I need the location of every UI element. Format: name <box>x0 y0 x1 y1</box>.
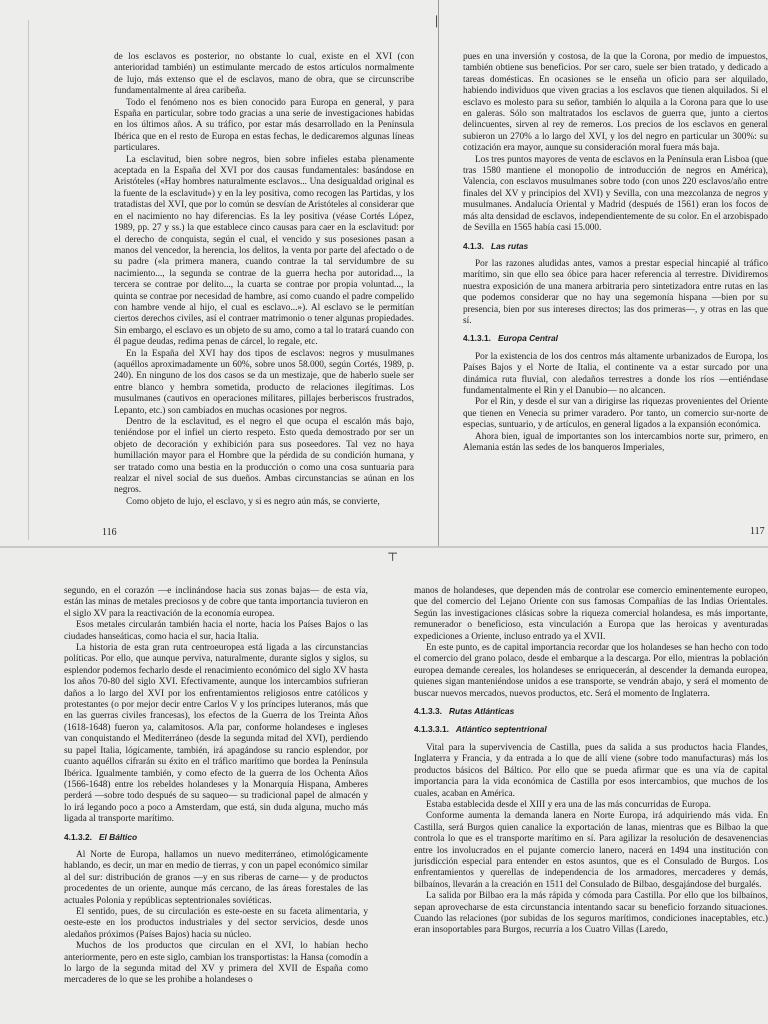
section-number: 4.1.3.2. <box>64 831 92 842</box>
body-paragraph: de los esclavos es posterior, no obstante lo cual, existe en el XVI (con anterioridad también) un estimulante mercado de estos artículos normalmente de lujo, más extenso que el de esclavos, mano de obra, que se circunscribe fundamentalmente al área caribeña. <box>114 52 414 97</box>
section-title: El Báltico <box>98 831 138 842</box>
body-paragraph: Muchos de los productos que circulan en el XVI, lo habían hecho anteriormente, pero en este siglo, cambian los transportistas: la Hansa (comodín a lo largo de la segunda mitad del XV y primera del XVII de España como mercaderes de lo que se les prohibe a holandeses o <box>64 941 368 986</box>
body-paragraph: Vital para la supervivencia de Castilla, pues da salida a sus productos hacia Flandes, Inglaterra y Francia, y da entrada a lo que de allí viene (sobre todo manufacturas) más los productos básicos del Báltico. Por ello que se pueda afirmar que es una vía de capital importancia para la vida económica de Castilla por esos intercambios, que muchos de los cuales, acaban en América. <box>414 742 768 799</box>
body-paragraph: La salida por Bilbao era la más rápida y cómoda para Castilla. Por ello que los bilbaínos, sepan aprovecharse de esta circunstancia intentando sacar su beneficio forzando situaciones. Cuando las relaciones (por subidas de los seguros marítimos, condiciones inaceptables, etc.) eran insoportables para Burgos, recurría a los Cuatro Villas (Laredo, <box>414 891 768 936</box>
body-paragraph: Por la existencia de los dos centros más altamente urbanizados de Europa, los Países Bajos y el Norte de Italia, el continente va a estar surcado por una dinámica ruta fluvial, con aledaños terrestres a donde los ríos —entiéndase fundamentalmente el Rin y el Danubio— no alcancen. <box>463 351 768 396</box>
body-paragraph: pues en una inversión y costosa, de la que la Corona, por medio de impuestos, también obtiene sus beneficios. Por ser caro, suele ser bien tratado, y dedicado a tareas domésticas. En ocasiones se le enseña un oficio para ser alquilado, habiendo individuos que viven gracias a los esclavos que tienen alquilados. Si el esclavo es molesto para su señor, también lo alquila a la Corona para que lo use en galeras. Sólo son maltratados los esclavos de guerra que, junto a ciertos delincuentes, sirven al rey de remeros. Los precios de los esclavos en general subieron un 270% a lo largo del XVI, y los del negro en particular un 300%: su cotización era mayor, aunque su consideración moral fuera más baja. <box>463 52 768 154</box>
right-page-text-column <box>463 52 768 454</box>
body-paragraph: Por el Rin, y desde el sur van a dirigirse las riquezas provenientes del Oriente que tienen en Venecia su primer varadero. Por tanto, un comercio sur-norte de especias, suntuario, y de artículos, en general ligados a la expansión económica. <box>463 397 768 431</box>
body-paragraph: La esclavitud, bien sobre negros, bien sobre infieles estaba plenamente aceptada en la España del XVI por dos causas fundamentales: basándose en Aristóteles («Hay hombres naturalmente esclavos... Una desigualdad original es la fuente de la esclavitud») y en la ley positiva, como recogen las Partidas, y los tratadistas del XVI, que por lo común se desvían de Aristóteles al considerar que en el nacimiento no hay diferencias. Es la ley positiva (véase Cortés López, 1989, pp. 27 y ss.) la que establece cinco causas para caer en la esclavitud: por el derecho de conquista, según el cual, el vencido y sus posesiones pasan a manos del vencedor, la herencia, los delitos, la venta por parte del afectado o de su padre («la primera manera, cuando contrae la tal servidumbre de su nacimiento..., la segunda se contrae de la guerra hecha por autoridad..., la tercera se contrae por delito..., la cuarta se contrae por propia voluntad..., la quinta se contrae por necesidad de hambre, así como cuando el padre compelido con hambre vende al hijo, el cual es esclavo...»). Al esclavo se le permitían ciertos derechos civiles, así el contraer matrimonio o tener algunas propiedades. Sin embargo, el esclavo es un objeto de su amo, como a tal lo tratará cuando con él pague deudas, redima penas de cárcel, lo regale, etc. <box>114 154 414 348</box>
body-paragraph: En la España del XVI hay dos tipos de esclavos: negros y musulmanes (aquéllos aproximadamente un 60%, sobre unos 58.000, según Cortés, 1989, p. 240). En ninguno de los dos casos se da un mestizaje, que de haberlo suele ser entre blanco y hembra sometida, producto de relaciones ilegítimas. Los musulmanes (cautivos en operaciones militares, pillajes berberiscos frustrados, Lepanto, etc.) son cambiados en muchas ocasiones por negros. <box>114 348 414 416</box>
left-page-text-column-bottom <box>64 586 368 987</box>
gutter-tick-mark-bottom: ⊤ <box>387 550 399 564</box>
body-paragraph: Al Norte de Europa, hallamos un nuevo mediterráneo, etimológicamente hablando, es decir, un mar en medio de tierras, y con un papel económico similar al del sur: distribución de granos —y en sus riberas de carne— y de productos procedentes de un oriente, aunque más cercano, de las áreas forestales de las actuales Polonia y repúblicas septentrionales soviéticas. <box>64 849 368 906</box>
book-gutter <box>438 0 439 546</box>
right-page-text-column-bottom <box>414 586 768 937</box>
body-paragraph: Todo el fenómeno nos es bien conocido para Europa en general, y para España en particular, sobre todo gracias a una serie de investigaciones habidas en los últimos años. A su tráfico, por estar más desarrollado en la Península Ibérica que en el resto de Europa en estas fechas, le dedicaremos algunas líneas particulares. <box>114 97 414 154</box>
bottom-scan-spread <box>0 548 768 1024</box>
section-number: 4.1.3.3. <box>414 706 442 717</box>
body-paragraph: Los tres puntos mayores de venta de esclavos en la Península eran Lisboa (que tras 1580 mantiene el monopolio de introducción de negros en América), Valencia, con esclavos musulmanes sobre todo (con unos 220 esclavos/año entre finales del XV y principios del XVI) y Sevilla, con una mezcolanza de negros y musulmanes. Andalucía Oriental y Madrid (después de 1561) eran los focos de más alta densidad de esclavos, independientemente de su color. En el arzobispado de Sevilla en 1565 había casi 15.000. <box>463 154 768 234</box>
section-number: 4.1.3.3.1. <box>414 724 449 735</box>
section-title: Europa Central <box>497 333 558 344</box>
body-paragraph: El sentido, pues, de su circulación es este-oeste en su faceta alimentaria, y oeste-este en los productos industriales y del sector servicios, desde unos aledaños próximos (Países Bajos) hacia su núcleo. <box>64 906 368 940</box>
page-number-left: 116 <box>102 527 117 538</box>
section-number: 4.1.3. <box>463 240 484 251</box>
section-heading <box>414 706 768 717</box>
body-paragraph: Como objeto de lujo, el esclavo, y si es negro aún más, se convierte, <box>126 496 380 507</box>
page-edge-shadow <box>28 20 29 540</box>
section-title: Atlántico septentrional <box>455 724 547 735</box>
body-paragraph: Dentro de la esclavitud, es el negro el que ocupa el escalón más bajo, teniéndose por el infiel un cierto respeto. Esto queda demostrado por ser un objeto de decoración y exhibición para sus poseedores. Tal vez no haya humillación mayor para el Hombre que la pérdida de su condición humana, y ser tratado como una bestia en la producción o como una cosa suntuaria para realzar el nivel social de sus dueños. Ambas circunstancias se aúnan en los negros. <box>114 417 414 496</box>
gutter-tick-mark: ⎸ <box>436 14 449 28</box>
section-heading <box>414 724 768 735</box>
section-heading <box>463 333 768 344</box>
section-title: Rutas Atlánticas <box>448 706 515 717</box>
section-heading <box>463 241 768 252</box>
section-heading <box>64 832 368 843</box>
body-paragraph: En este punto, es de capital importancia recordar que los holandeses se han hecho con todo el comercio del grano polaco, desde el embarque a la descarga. Por ello, mientras la población europea demande cereales, los holandeses se enriquecerán, al descender la demanda europea, quienes sigan manteniéndose unidos a ese transporte, se vendrán abajo, y será el momento de buscar nuevos mercados, nuevos productos, etc. Será el momento de Inglaterra. <box>414 643 768 699</box>
body-paragraph: Estaba establecida desde el XIII y era una de las más concurridas de Europa. <box>426 799 711 810</box>
body-paragraph: manos de holandeses, que dependen más de controlar ese comercio eminentemente europeo, que del comercio del Lejano Oriente con sus famosas Compañías de las Indias Orientales. Según las investigaciones clásicas sobre la riqueza comercial holandesa, es más importante, remunerador o beneficioso, esta vinculación a Europa que las heroicas y aventuradas expediciones a Oriente, incluso entrado ya el XVII. <box>414 586 768 642</box>
body-paragraph: Esos metales circularán también hacia el norte, hacia los Países Bajos o las ciudades hanseáticas, como hacia el sur, hacia Italia. <box>64 620 368 642</box>
left-page-text-column <box>114 52 414 508</box>
body-paragraph: Ahora bien, igual de importantes son los intercambios norte sur, primero, en Alemania están las sedes de los banqueros Imperiales, <box>463 431 768 453</box>
body-paragraph: Conforme aumenta la demanda lanera en Norte Europa, irá adquiriendo más vida. En Castilla, será Burgos quien canalice la exportación de lanas, mientras que es Bilbao la que controla lo que es el transporte marítimo en sí. Para agilizar la resolución de desavenencias entre los involucrados en el pujante comercio lanero, nacerá en 1494 una institución con jurisdicción especial para entender en estos asuntos, que es el Consulado de Burgos. Los enfrentamientos y querellas de independencia de los armadores, mercaderes y demás, bilbaínos, llevarán a la creación en 1511 del Consulado de Bilbao, desgajándose del burgalés. <box>414 811 768 890</box>
body-paragraph: segundo, en el corazón —e inclinándose hacia sus zonas bajas— de esta vía, están las minas de metales preciosos y de cobre que tanta importancia tuvieron en el siglo XV para la reactivación de la economía europea. <box>64 586 368 619</box>
page-number-right: 117 <box>750 526 765 537</box>
section-number: 4.1.3.1. <box>463 333 491 344</box>
body-paragraph: La historia de esta gran ruta centroeuropea está ligada a las circunstancias políticas. Por ello, que aunque perviva, naturalmente, durante siglos y siglos, su esplendor podemos fecharlo desde el renacimiento económico del siglo XV hasta los años 70-80 del siglo XVI. Efectivamente, aunque los intercambios sufrieran daños a lo largo del XVI por los enfrentamientos religiosos entre católicos y protestantes (o por mejor decir entre Carlos V y los príncipes luteranos, más que en las guerras civiles francesas), los efectos de la Guerra de los Treinta Años (1618-1648) fueron ya, calamitosos. A/la par, conforme holandeses e ingleses van conquistando el Mediterráneo (desde la segunda mitad del XVI), perdiendo su papel Italia, lógicamente, también, irá apagándose su rancio esplendor, por cuanto aquéllos cifrarán su éxito en el tráfico marítimo que bordea la Península Ibérica. Igualmente también, y como efecto de la guerra de los Ochenta Años (1566-1648) entre los rebeldes holandeses y la Monarquía Hispana, Amberes perderá —sobre todo después de su saqueo— su tradicional papel de almacén y lo irá legando poco a poco a Amsterdam, que está, sin duda alguna, mucho más ligada al transporte marítimo. <box>64 643 368 825</box>
section-title: Las rutas <box>490 240 529 251</box>
body-paragraph: Por las razones aludidas antes, vamos a prestar especial hincapié al tráfico marítimo, sin que ello sea óbice para hacer referencia al terrestre. Dividiremos nuestra exposición de una manera arbitraria pero sintetizadora entre rutas en las que podemos considerar que no hay una segemonía hispana —bien por su presencia, bien por sus intereses directos; las dos primeras—, y otras en las que sí. <box>463 258 768 326</box>
